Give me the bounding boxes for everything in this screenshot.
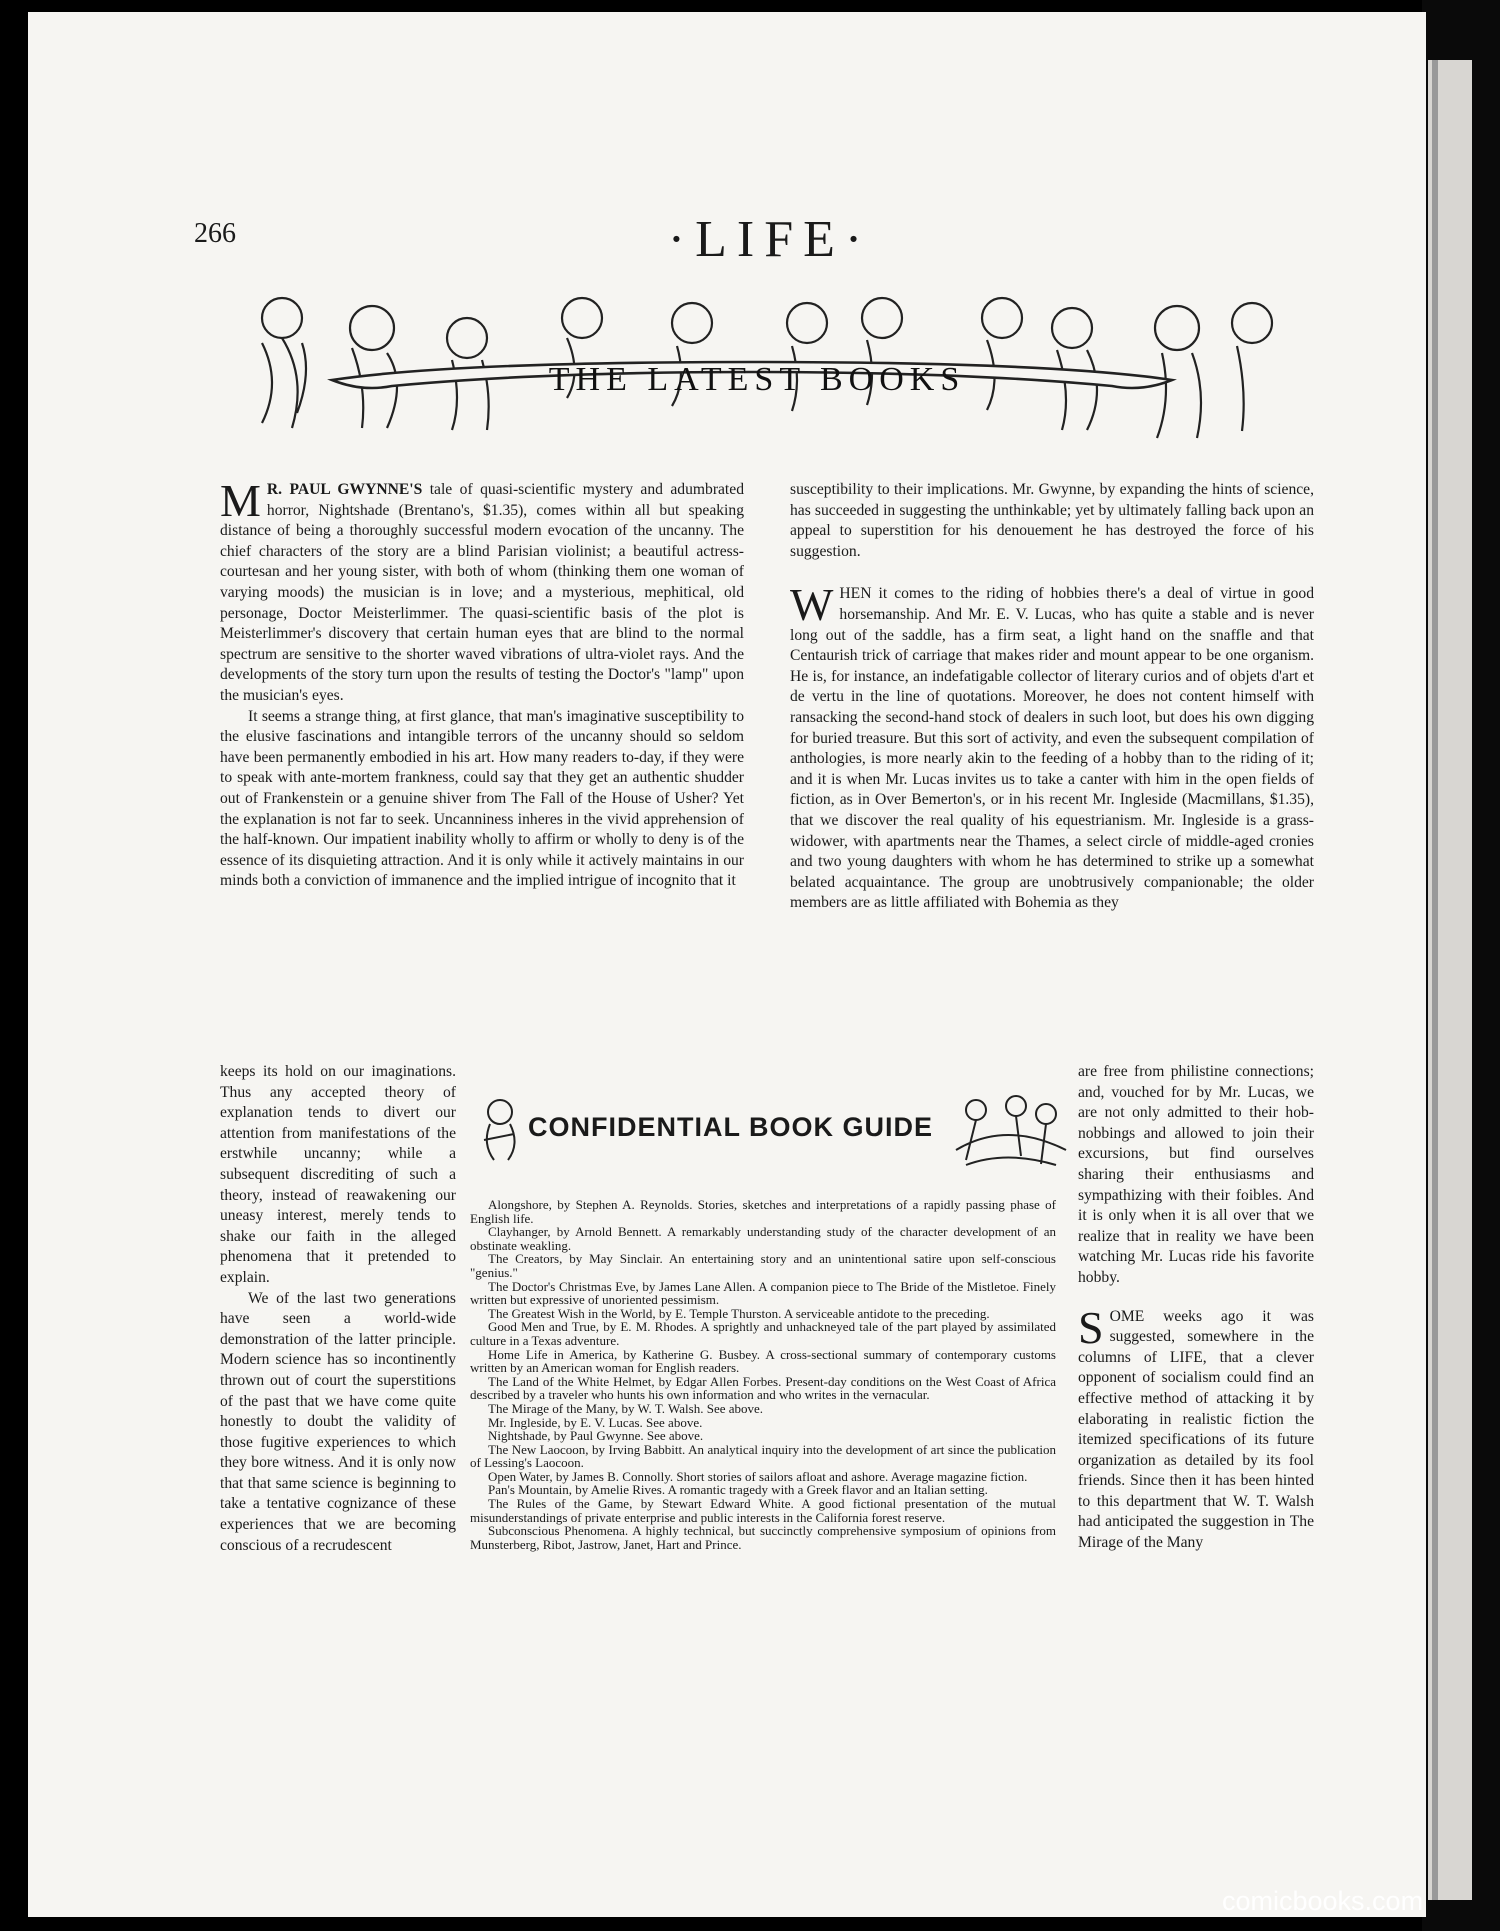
book-guide-title: CONFIDENTIAL BOOK GUIDE (528, 1112, 934, 1142)
article-paragraph (1078, 1301, 1314, 1554)
cherub-group-icon (946, 1090, 1068, 1180)
article-column-2-narrow (1078, 1062, 1314, 1554)
article-column-2 (790, 480, 1314, 914)
site-watermark: comicbooks.com (1222, 1886, 1424, 1916)
guide-entry: The Doctor's Christmas Eve, by James Lane Allen. A companion piece to The Bride of the Mistletoe. Finely written but expressive of unoriented pessimism. (470, 1278, 1056, 1308)
page-number: 266 (194, 218, 236, 249)
article-paragraph (790, 579, 1314, 914)
paragraph-text: tale of quasi-scientific mystery and adumbrated horror, Nightshade (Brentano's, $1.35), comes within all but speaking distance of being a thoroughly successful modern evocation of the uncanny. The chief characters of the story are a blind Parisian violinist; a beautiful actress-courtesan and her young sister, with both of whom (thinking them one woman of varying moods) the musician is in love; and a mysterious, mephitical, old personage, Doctor Meisterlimmer. The quasi-scientific basis of the plot is Meisterlimmer's discovery that certain human eyes that are blind to the normal spectrum are sensitive to the shorter waved vibrations of ultra-violet rays. And the developments of the story turn upon the results of testing the Doctor's "lamp" upon the musician's eyes. (220, 481, 744, 704)
page-gutter-shadow (1432, 60, 1438, 1900)
guide-entry: The Land of the White Helmet, by Edgar Allen Forbes. Present-day conditions on the West Coast of Africa described by a traveler who hunts his own information and who writes in the vernacular. (470, 1373, 1056, 1403)
book-guide-list (470, 1198, 1056, 1551)
guide-entry: Nightshade, by Paul Gwynne. See above. (488, 1428, 704, 1444)
guide-entry: The Greatest Wish in the World, by E. Temple Thurston. A serviceable antidote to the preceding. (488, 1305, 990, 1321)
article-column-1-narrow (220, 1062, 456, 1556)
guide-entry: The Mirage of the Many, by W. T. Walsh. See above. (488, 1400, 764, 1416)
article-column-1 (220, 475, 744, 892)
paragraph-text: HEN it comes to the riding of hobbies there's a deal of virtue in good horsemanship. And Mr. E. V. Lucas, who has quite a stable and is never long out of the saddle, has a firm seat, a light hand on the snaffle and that Centaurish trick of carriage that makes rider and mount appear to be one organism. He is, for instance, an indefatigable collector of literary curios and of objets d'art et de vertu in the line of quotations. Moreover, he does not content himself with ransacking the second-hand stock of dealers in such loot, but does his own digging for buried treasure. But this sort of activity, and even the subsequent compilation of anthologies, is more nearly akin to the feeding of a hobby than to the riding of it; and it is when Mr. Lucas invites us to take a canter with him in the open fields of fiction, as in Over Bemerton's, or in his recent Mr. Ingleside (Macmillans, $1.35), that we discover the real quality of his equestrianism. Mr. Ingleside is a grass-widower, with apartments near the Thames, a select circle of middle-aged cronies and two young daughters with whom he has determined to strike up a somewhat belated acquaintance. The group are unobtrusively companionable; the older members are as little affiliated with Bohemia as they (790, 585, 1314, 912)
paragraph-text: OME weeks ago it was suggested, somewhere in the columns of LIFE, that a clever opponent of socialism could find an effective method of attacking it by elaborating in realistic fiction the itemized specifications of its future organization as detailed by its fool friends. Since then it has been hinted to this department that W. T. Walsh had anticipated the suggestion in The Mirage of the Many (1078, 1307, 1314, 1552)
guide-entry: The Creators, by May Sinclair. An entertaining story and an unintentional satire upon self-conscious "genius." (470, 1251, 1056, 1280)
guide-entry: Mr. Ingleside, by E. V. Lucas. See above. (488, 1414, 703, 1430)
latest-books-banner (222, 288, 1292, 468)
cherub-reader-icon (470, 1090, 528, 1180)
article-paragraph: keeps its hold on our imaginations. Thus any accepted theory of explanation tends to divert our attention from manifestations of the erstwhile uncanny; while a subsequent discrediting of such a theory, instead of reawakening our uneasy interest, merely tends to shake our faith in the alleged phenomena that it pretended to explain. (220, 1063, 456, 1286)
drop-cap: M (220, 475, 261, 526)
article-paragraph: We of the last two generations have seen a world-wide demonstration of the latter principle. Modern science has so incontinently thrown out of court the superstitions of the past that we have come quite honestly to doubt the validity of those fugitive experiences to which they bore witness. And it is only now that that same science is beginning to take a tentative cognizance of these experiences that we are becoming conscious of a recrudescent (220, 1289, 456, 1554)
guide-entry: Pan's Mountain, by Amelie Rives. A romantic tragedy with a Greek flavor and an Italian setting. (488, 1482, 988, 1498)
magazine-title: ·LIFE· (667, 211, 873, 268)
guide-entry: Clayhanger, by Arnold Bennett. A remarkably understanding study of the character development of an obstinate weakling. (470, 1224, 1056, 1253)
guide-entry: Alongshore, by Stephen A. Reynolds. Stories, sketches and interpretations of a rapidly passing phase of English life. (470, 1197, 1056, 1226)
guide-entry: Good Men and True, by E. M. Rhodes. A sprightly and unhackneyed tale of the part played by assimilated culture in a Texas adventure. (470, 1319, 1056, 1348)
book-guide-header (470, 1090, 1068, 1180)
article-paragraph: are free from philistine connections; and, vouched for by Mr. Lucas, we are not only admitted to their hob-nobbings and allowed to join their excursions, but find ourselves sharing their enthusiasms and sympathizing with their foibles. And it is only when it is all over that we realize that in reality we have been watching Mr. Lucas ride his favorite hobby. (1078, 1063, 1314, 1286)
article-paragraph: It seems a strange thing, at first glance, that man's imaginative susceptibility to the elusive fascinations and intangible terrors of the uncanny should so seldom have been permanently embodied in his art. How many readers to-day, if they were to speak with ante-mortem frankness, could say that they get an authentic shudder out of Frankenstein or a genuine shiver from The Fall of the House of Usher? Yet the explanation is not far to seek. Uncanniness inheres in the vivid apprehension of the half-known. Our impatient inability wholly to affirm or wholly to deny is of the essence of its disquieting attraction. And it is only while it actively maintains in our minds both a conviction of immanence and the implied intrigue of incognito that it (220, 707, 744, 890)
article-paragraph: susceptibility to their implications. Mr. Gwynne, by expanding the hints of science, has succeeded in suggesting the unthinkable; yet by ultimately falling back upon an appeal to superstition for his denouement he has destroyed the force of his suggestion. (790, 481, 1314, 560)
guide-entry: Open Water, by James B. Connolly. Short stories of sailors afloat and ashore. Average magazine fiction. (488, 1468, 1028, 1484)
guide-entry: Subconscious Phenomena. A highly technical, but succinctly comprehensive symposium of opinions from Munsterberg, Ribot, Jastrow, Janet, Hart and Prince. (470, 1523, 1056, 1552)
drop-cap: S (1078, 1301, 1104, 1353)
section-banner-title: THE LATEST BOOKS (548, 361, 966, 398)
drop-cap: W (790, 579, 834, 631)
article-paragraph (220, 475, 744, 707)
author-lead: R. PAUL GWYNNE'S (266, 481, 423, 498)
guide-entry: Home Life in America, by Katherine G. Busbey. A cross-sectional summary of contemporary customs written by an American woman for English readers. (470, 1346, 1056, 1376)
guide-entry: The New Laocoon, by Irving Babbitt. An analytical inquiry into the development of art since the publication of Lessing's Laocoon. (470, 1441, 1056, 1471)
guide-entry: The Rules of the Game, by Stewart Edward White. A good fictional presentation of the mutual misunderstandings of private enterprise and public interests in the California forest reserve. (470, 1496, 1056, 1525)
